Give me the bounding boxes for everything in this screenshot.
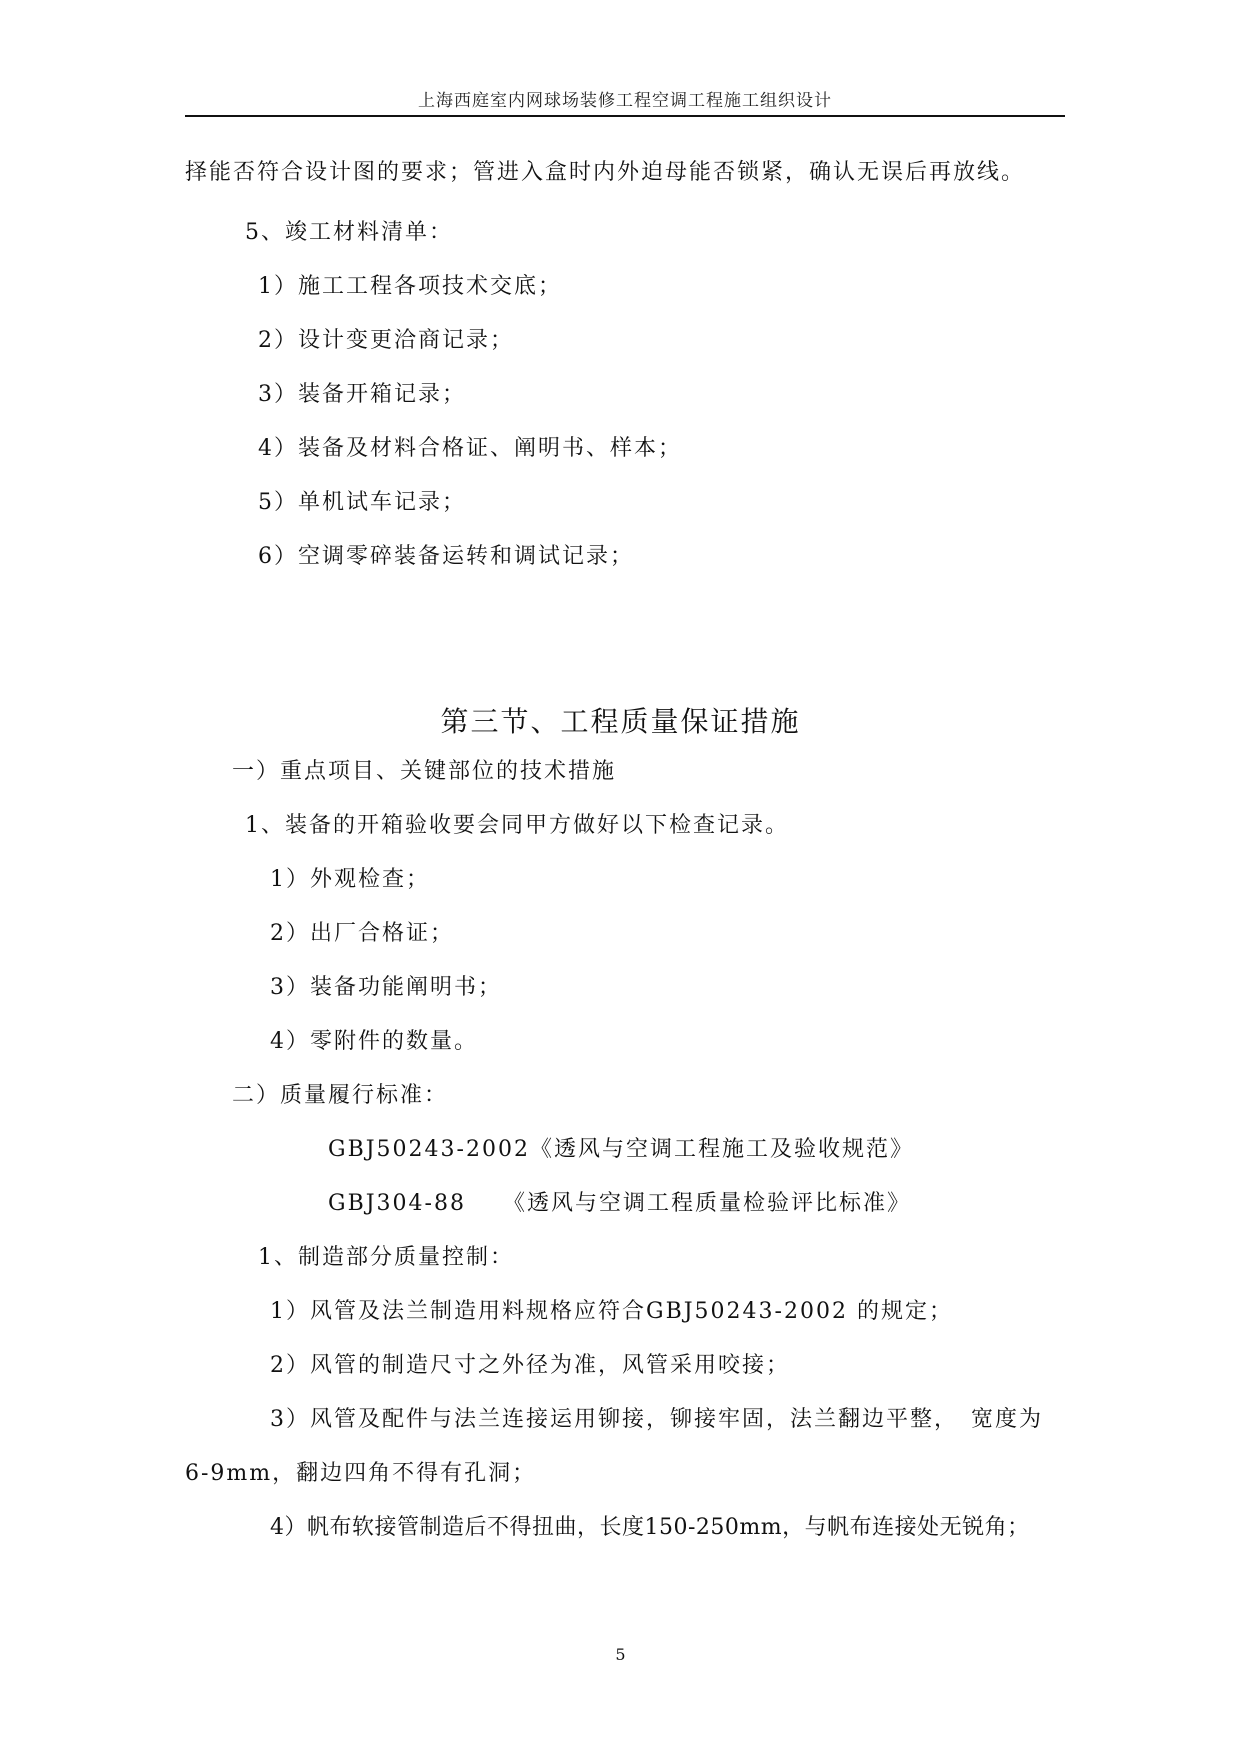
header-divider: [185, 115, 1065, 117]
manufacture-item: 3）风管及配件与法兰连接运用铆接，铆接牢固，法兰翻边平整， 宽度为: [270, 1407, 1043, 1432]
completion-item: 5）单机试车记录；: [258, 490, 466, 515]
header-title: 上海西庭室内网球场装修工程空调工程施工组织设计: [418, 91, 832, 111]
continuation-text: 择能否符合设计图的要求；管进入盒时内外迫母能否锁紧，确认无误后再放线。: [185, 160, 1026, 185]
inspection-item: 4）零附件的数量。: [270, 1029, 478, 1054]
manufacture-item: 1）风管及法兰制造用料规格应符合GBJ50243-2002 的规定；: [270, 1299, 953, 1324]
inspection-item: 3）装备功能阐明书；: [270, 975, 502, 1000]
inspection-heading: 1、装备的开箱验收要会同甲方做好以下检查记录。: [245, 813, 789, 838]
standard-item: GBJ50243-2002《透风与空调工程施工及验收规范》: [328, 1137, 914, 1162]
completion-item: 4）装备及材料合格证、阐明书、样本；: [258, 436, 682, 461]
section-title: 第三节、工程质量保证措施: [440, 705, 801, 738]
completion-item: 6）空调零碎装备运转和调试记录；: [258, 544, 634, 569]
completion-item: 1）施工工程各项技术交底；: [258, 274, 562, 299]
key-measures-heading: 一）重点项目、关键部位的技术措施: [232, 759, 617, 784]
completion-item: 2）设计变更洽商记录；: [258, 328, 514, 353]
standards-heading: 二）质量履行标准：: [232, 1083, 449, 1108]
manufacture-heading: 1、制造部分质量控制：: [258, 1245, 514, 1270]
inspection-item: 2）出厂合格证；: [270, 921, 454, 946]
inspection-item: 1）外观检查；: [270, 867, 430, 892]
page-number: 5: [615, 1645, 626, 1664]
manufacture-item: 4）帆布软接管制造后不得扭曲，长度150-250mm，与帆布连接处无锐角；: [270, 1515, 1030, 1540]
completion-item: 3）装备开箱记录；: [258, 382, 466, 407]
manufacture-item-continuation: 6-9mm，翻边四角不得有孔洞；: [185, 1461, 537, 1486]
completion-heading: 5、竣工材料清单：: [245, 220, 453, 245]
manufacture-item: 2）风管的制造尺寸之外径为准，风管采用咬接；: [270, 1353, 790, 1378]
standard-item: GBJ304-88 《透风与空调工程质量检验评比标准》: [328, 1191, 911, 1216]
